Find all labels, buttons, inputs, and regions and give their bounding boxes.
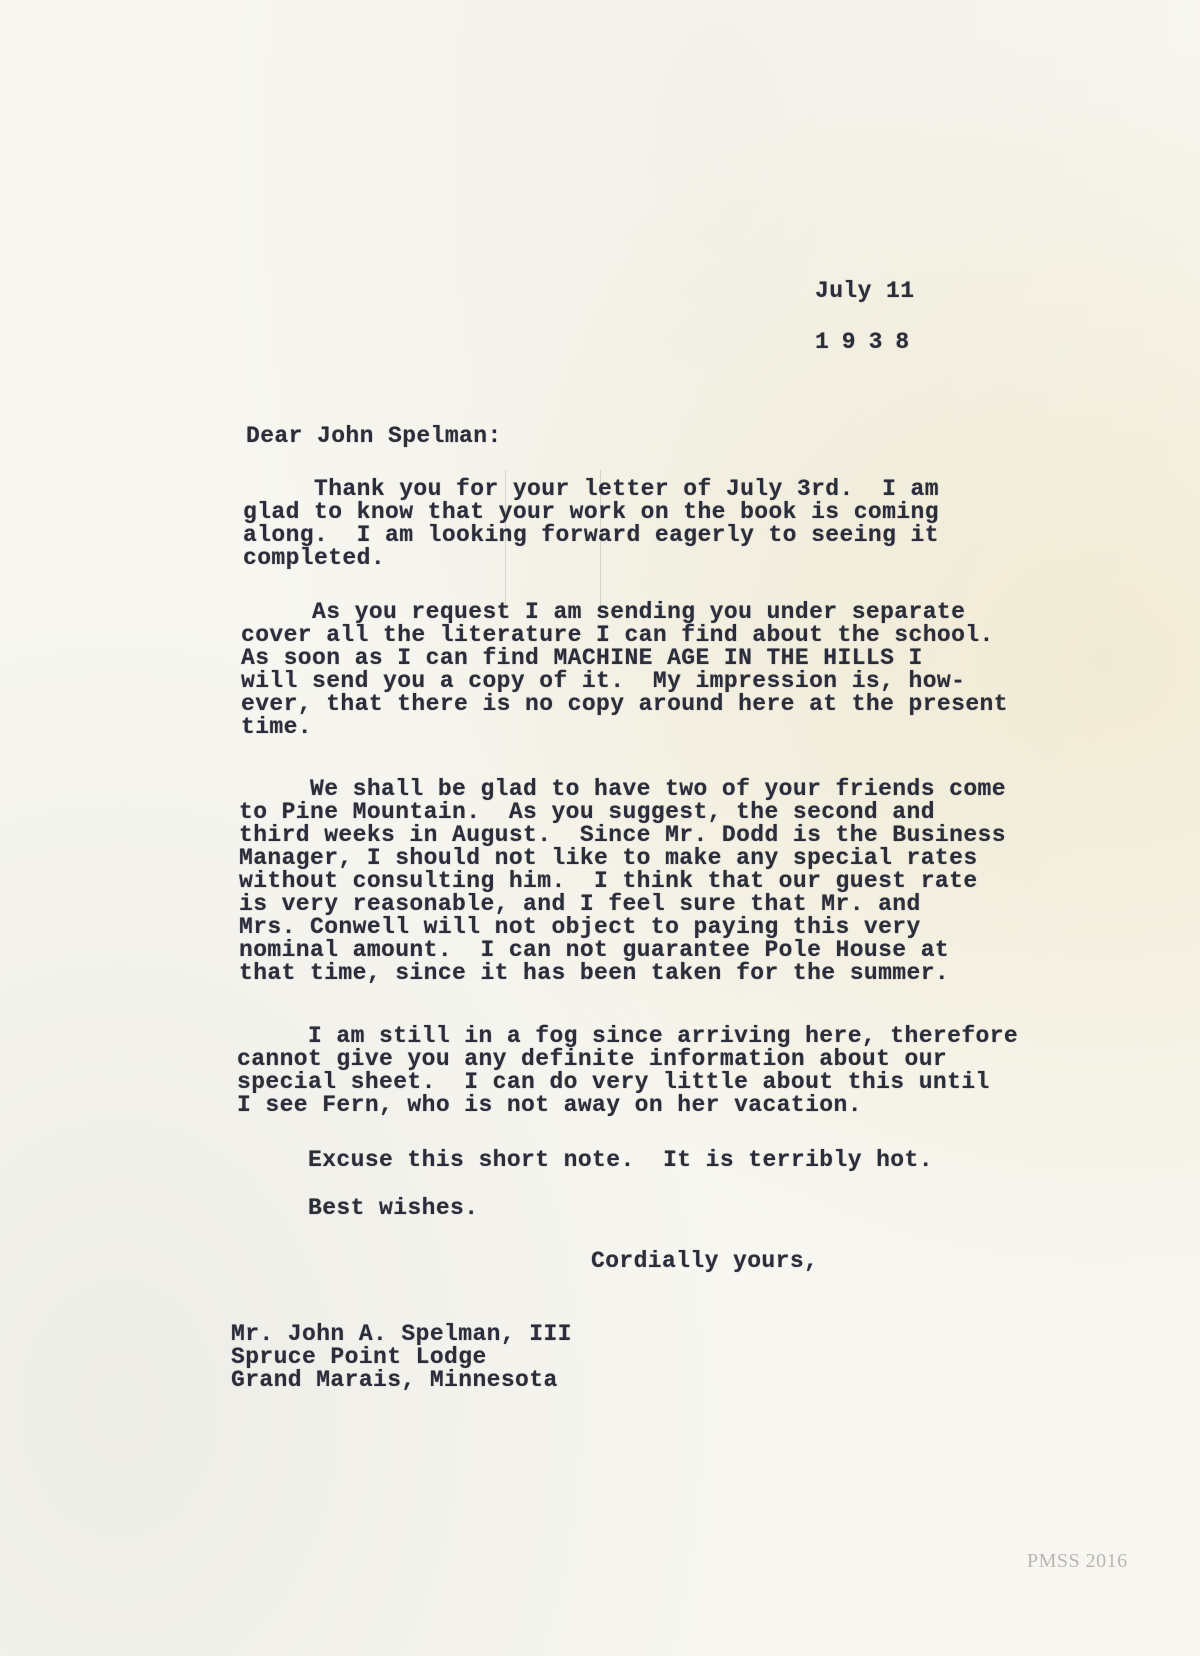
body-line: Best wishes.	[237, 1195, 479, 1221]
body-line: ever, that there is no copy around here at the present	[241, 691, 1008, 717]
body-line: Manager, I should not like to make any special rates	[239, 845, 978, 871]
body-line: along. I am looking forward eagerly to seeing it	[243, 522, 939, 548]
body-line: cannot give you any definite information about our	[237, 1046, 948, 1072]
salutation: Dear John Spelman:	[246, 423, 502, 449]
address-line: Spruce Point Lodge	[231, 1344, 487, 1370]
archive-watermark: PMSS 2016	[1027, 1550, 1128, 1572]
body-line: cover all the literature I can find about the school.	[241, 622, 994, 648]
body-line: As you request I am sending you under separate	[241, 599, 966, 625]
body-line: will send you a copy of it. My impression is, how-	[241, 668, 966, 694]
body-line: Thank you for your letter of July 3rd. I am	[243, 476, 939, 502]
body-line: Mrs. Conwell will not object to paying this very	[239, 914, 921, 940]
body-line: As soon as I can find MACHINE AGE IN THE HILLS I	[241, 645, 923, 671]
body-line: I see Fern, who is not away on her vacation.	[237, 1092, 862, 1118]
body-line: I am still in a fog since arriving here, therefore	[237, 1023, 1019, 1049]
date-month: July 11	[815, 278, 915, 304]
body-line: third weeks in August. Since Mr. Dodd is the Business	[239, 822, 1006, 848]
body-line: nominal amount. I can not guarantee Pole House at	[239, 937, 950, 963]
body-line: Excuse this short note. It is terribly hot.	[237, 1147, 933, 1173]
body-line: that time, since it has been taken for the summer.	[239, 960, 950, 986]
address-line: Mr. John A. Spelman, III	[231, 1321, 572, 1347]
body-line: is very reasonable, and I feel sure that Mr. and	[239, 891, 921, 917]
body-line: to Pine Mountain. As you suggest, the second and	[239, 799, 935, 825]
body-line: completed.	[243, 545, 386, 571]
body-line: time.	[241, 714, 313, 740]
body-line: glad to know that your work on the book is coming	[243, 499, 939, 525]
body-line: We shall be glad to have two of your friends come	[239, 776, 1006, 802]
body-line: without consulting him. I think that our guest rate	[239, 868, 978, 894]
body-line: special sheet. I can do very little about this until	[237, 1069, 990, 1095]
address-line: Grand Marais, Minnesota	[231, 1367, 558, 1393]
date-year: 1938	[815, 329, 923, 355]
closing: Cordially yours,	[591, 1248, 819, 1274]
